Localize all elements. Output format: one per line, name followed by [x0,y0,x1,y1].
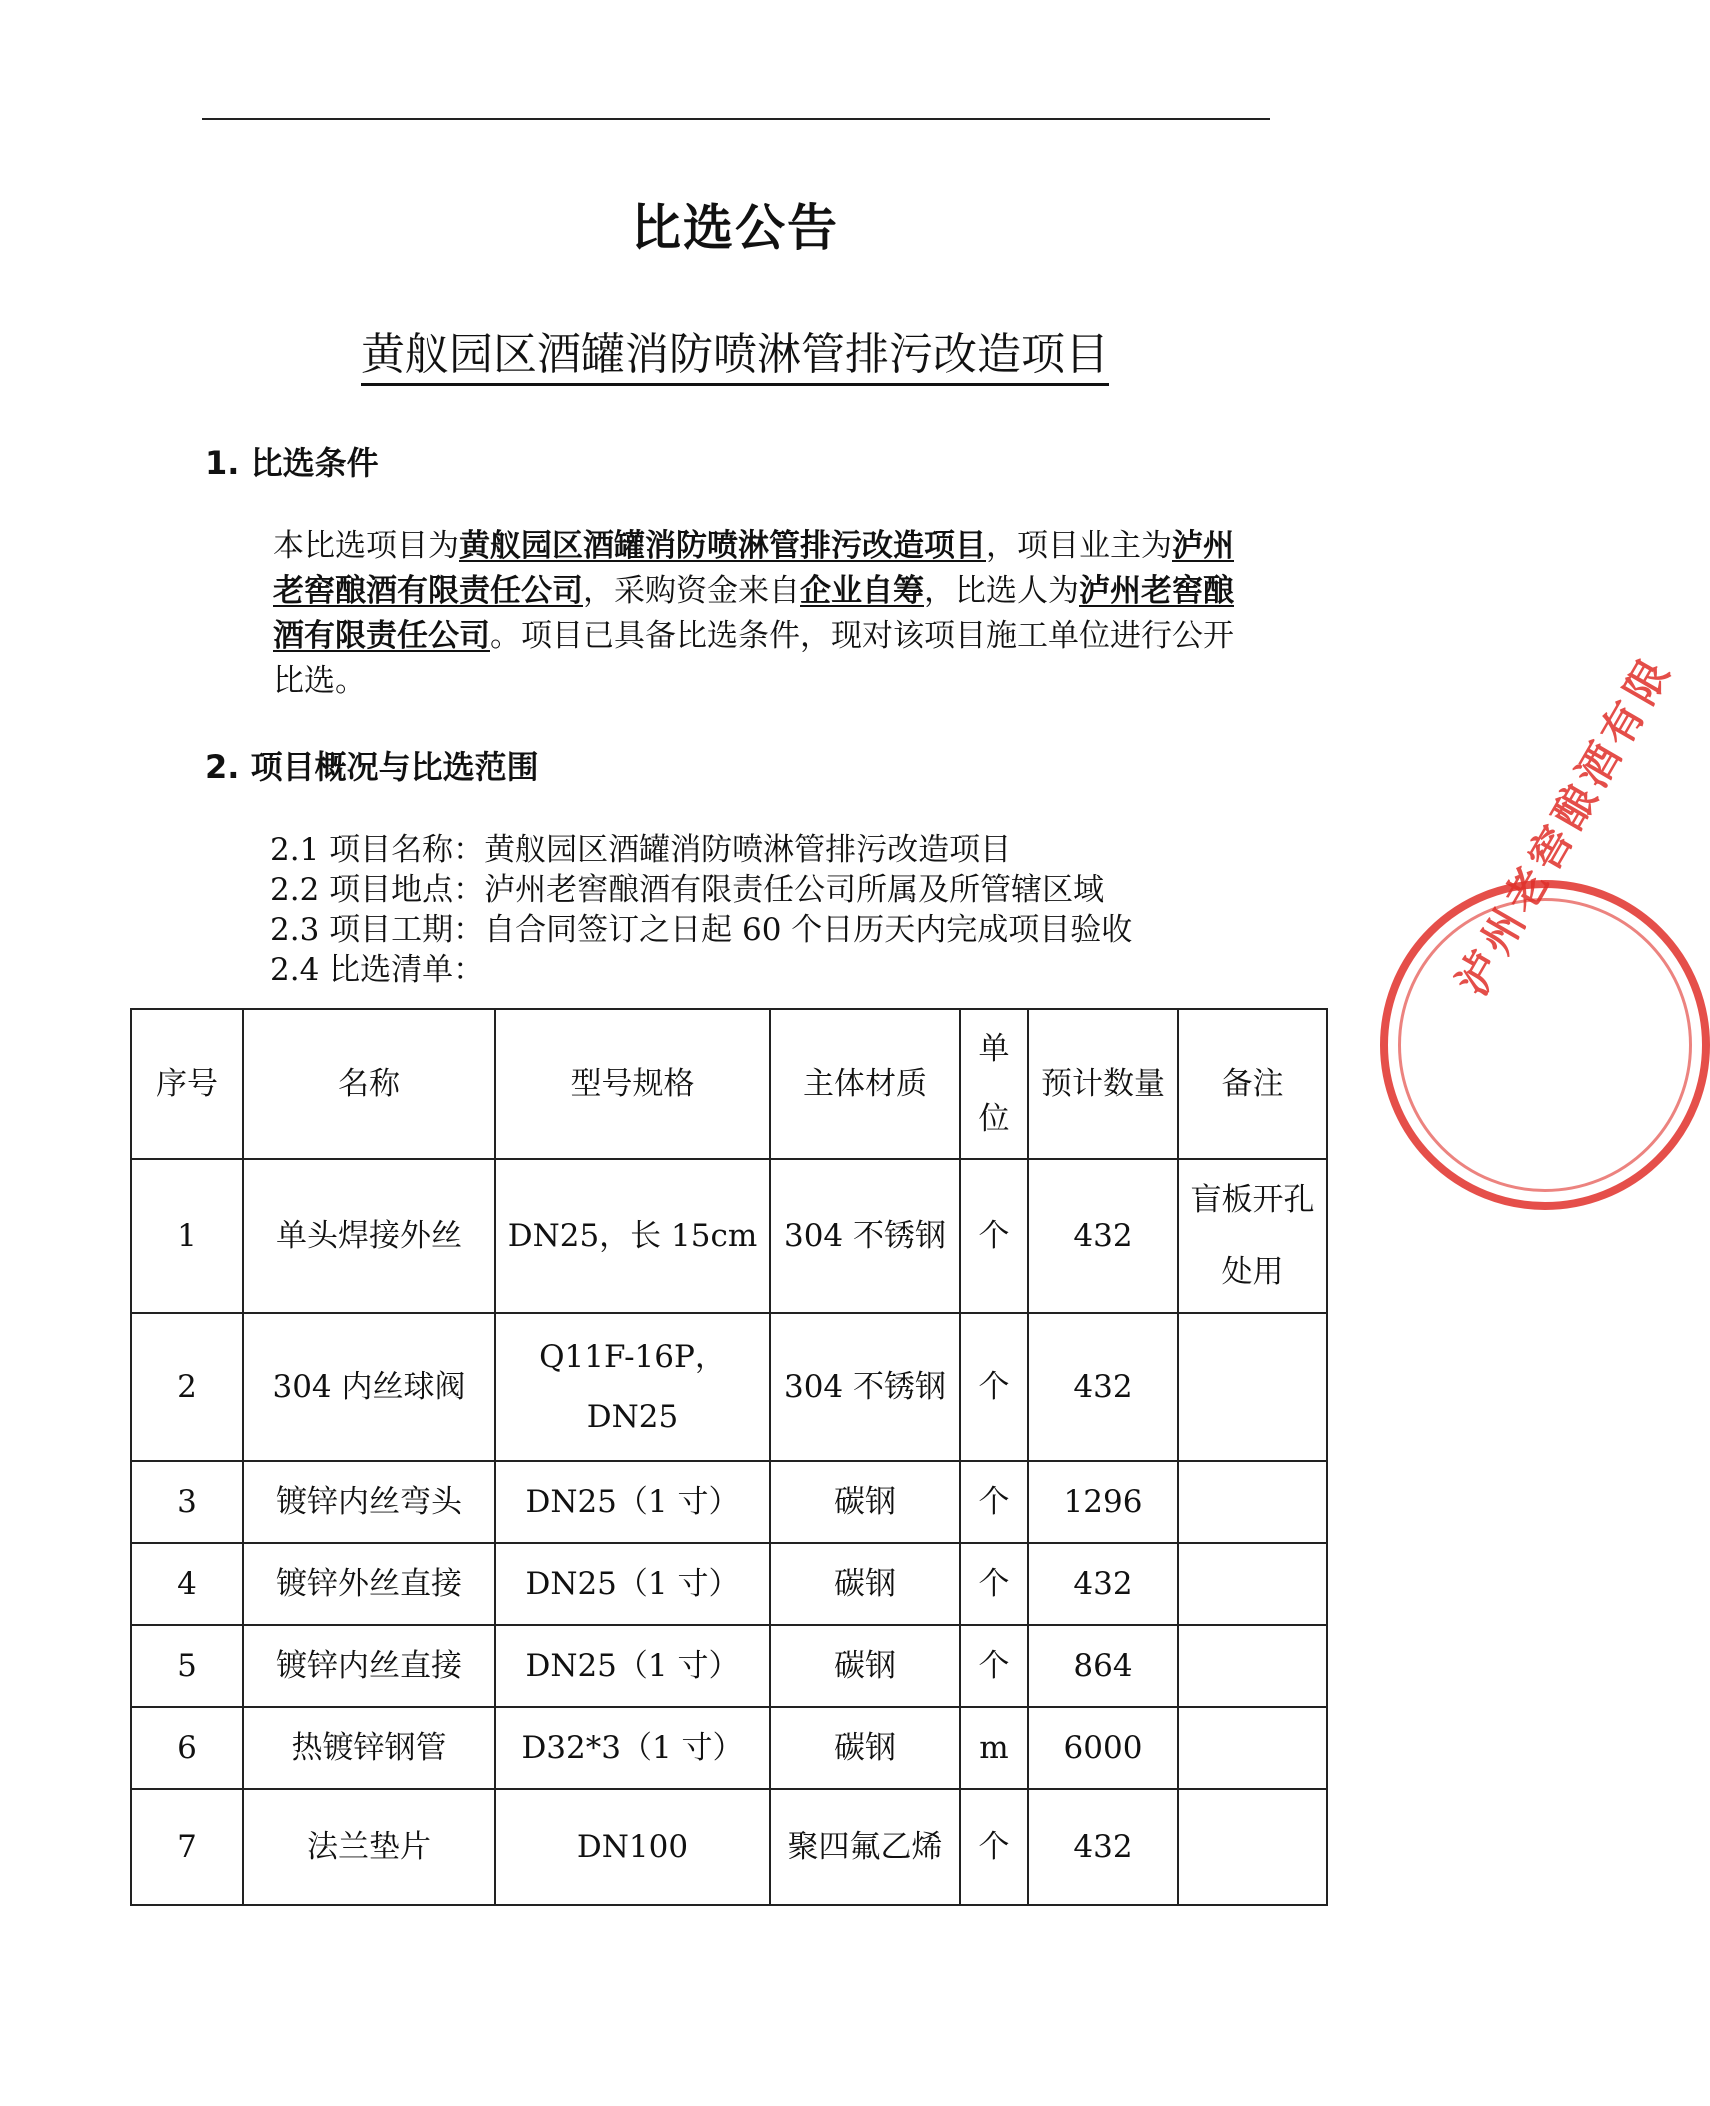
cell-spec: DN25，长 15cm [495,1159,770,1313]
project-subtitle: 黄舣园区酒罐消防喷淋管排污改造项目 [361,330,1109,386]
header-unit: 单位 [960,1009,1028,1159]
cell-material: 碳钢 [770,1625,960,1707]
cell-no: 6 [131,1707,243,1789]
cell-note [1178,1543,1327,1625]
bid-list-label: 2.4 比选清单： [270,952,485,988]
cell-qty: 432 [1028,1543,1178,1625]
cell-qty: 432 [1028,1789,1178,1905]
cell-name: 304 内丝球阀 [243,1313,495,1461]
table-header-row [131,1009,1327,1159]
table-row [131,1159,1327,1313]
project-name-emphasis: 黄舣园区酒罐消防喷淋管排污改造项目 [459,528,986,564]
cell-note [1178,1789,1327,1905]
cell-note [1178,1461,1327,1543]
table-row [131,1707,1327,1789]
project-location-item: 2.2 项目地点：泸州老窖酿酒有限责任公司所属及所管辖区域 [270,872,1105,908]
cell-material: 碳钢 [770,1461,960,1543]
project-info-list [270,830,1132,990]
cell-note: 盲板开孔处用 [1178,1159,1327,1313]
company-seal-ring [1398,898,1692,1192]
cell-qty: 432 [1028,1159,1178,1313]
cell-note [1178,1625,1327,1707]
cell-no: 7 [131,1789,243,1905]
project-name-item: 2.1 项目名称：黄舣园区酒罐消防喷淋管排污改造项目 [270,832,1012,868]
cell-name: 镀锌外丝直接 [243,1543,495,1625]
header-material: 主体材质 [770,1009,960,1159]
cell-note [1178,1707,1327,1789]
table-body [131,1159,1327,1905]
cell-unit: 个 [960,1625,1028,1707]
header-qty: 预计数量 [1028,1009,1178,1159]
owner-emphasis: 泸州老窖酿酒有限责任公司 [273,528,1234,609]
cell-material: 304 不锈钢 [770,1313,960,1461]
cell-spec: Q11F-16P，DN25 [495,1313,770,1461]
document-title: 比选公告 [631,199,839,257]
table-row [131,1625,1327,1707]
cell-name: 热镀锌钢管 [243,1707,495,1789]
cell-no: 4 [131,1543,243,1625]
cell-no: 1 [131,1159,243,1313]
bid-items-table [130,1008,1328,1906]
cell-spec: DN25（1 寸） [495,1625,770,1707]
section1-paragraph [205,524,1240,704]
cell-note [1178,1313,1327,1461]
cell-unit: 个 [960,1789,1028,1905]
text-fragment: ，比选人为 [924,573,1079,609]
fund-emphasis: 企业自筹 [800,573,924,609]
cell-spec: DN25（1 寸） [495,1461,770,1543]
cell-material: 碳钢 [770,1543,960,1625]
cell-name: 法兰垫片 [243,1789,495,1905]
section2-heading: 2. 项目概况与比选范围 [205,748,539,786]
selector-emphasis: 泸州老窖酿酒有限责任公司 [273,573,1234,654]
cell-spec: DN100 [495,1789,770,1905]
cell-qty: 432 [1028,1313,1178,1461]
header-rule [202,118,1270,120]
table-row [131,1461,1327,1543]
project-duration-item: 2.3 项目工期：自合同签订之日起 60 个日历天内完成项目验收 [270,912,1133,948]
cell-material: 304 不锈钢 [770,1159,960,1313]
cell-material: 碳钢 [770,1707,960,1789]
cell-no: 2 [131,1313,243,1461]
cell-qty: 6000 [1028,1707,1178,1789]
cell-unit: 个 [960,1543,1028,1625]
subtitle-wrapper [0,330,1470,386]
section1-text [205,524,1240,704]
section1-heading: 1. 比选条件 [205,444,379,482]
cell-unit: 个 [960,1461,1028,1543]
cell-no: 5 [131,1625,243,1707]
text-fragment: ，采购资金来自 [583,573,800,609]
header-note: 备注 [1178,1009,1327,1159]
company-seal-text: 泸州老窖酿酒有限 [1446,646,1682,1004]
cell-name: 镀锌内丝直接 [243,1625,495,1707]
cell-spec: D32*3（1 寸） [495,1707,770,1789]
cell-no: 3 [131,1461,243,1543]
cell-qty: 1296 [1028,1461,1178,1543]
table-row [131,1313,1327,1461]
header-name: 名称 [243,1009,495,1159]
header-spec: 型号规格 [495,1009,770,1159]
cell-unit: m [960,1707,1028,1789]
cell-unit: 个 [960,1159,1028,1313]
text-fragment: 。项目已具备比选条件，现对该项目施工单位进行公开比选。 [273,618,1234,699]
cell-name: 镀锌内丝弯头 [243,1461,495,1543]
table-row [131,1543,1327,1625]
cell-material: 聚四氟乙烯 [770,1789,960,1905]
cell-spec: DN25（1 寸） [495,1543,770,1625]
text-fragment: 本比选项目为 [273,528,459,564]
cell-unit: 个 [960,1313,1028,1461]
header-no: 序号 [131,1009,243,1159]
table-row [131,1789,1327,1905]
text-fragment: ，项目业主为 [986,528,1172,564]
cell-qty: 864 [1028,1625,1178,1707]
cell-name: 单头焊接外丝 [243,1159,495,1313]
